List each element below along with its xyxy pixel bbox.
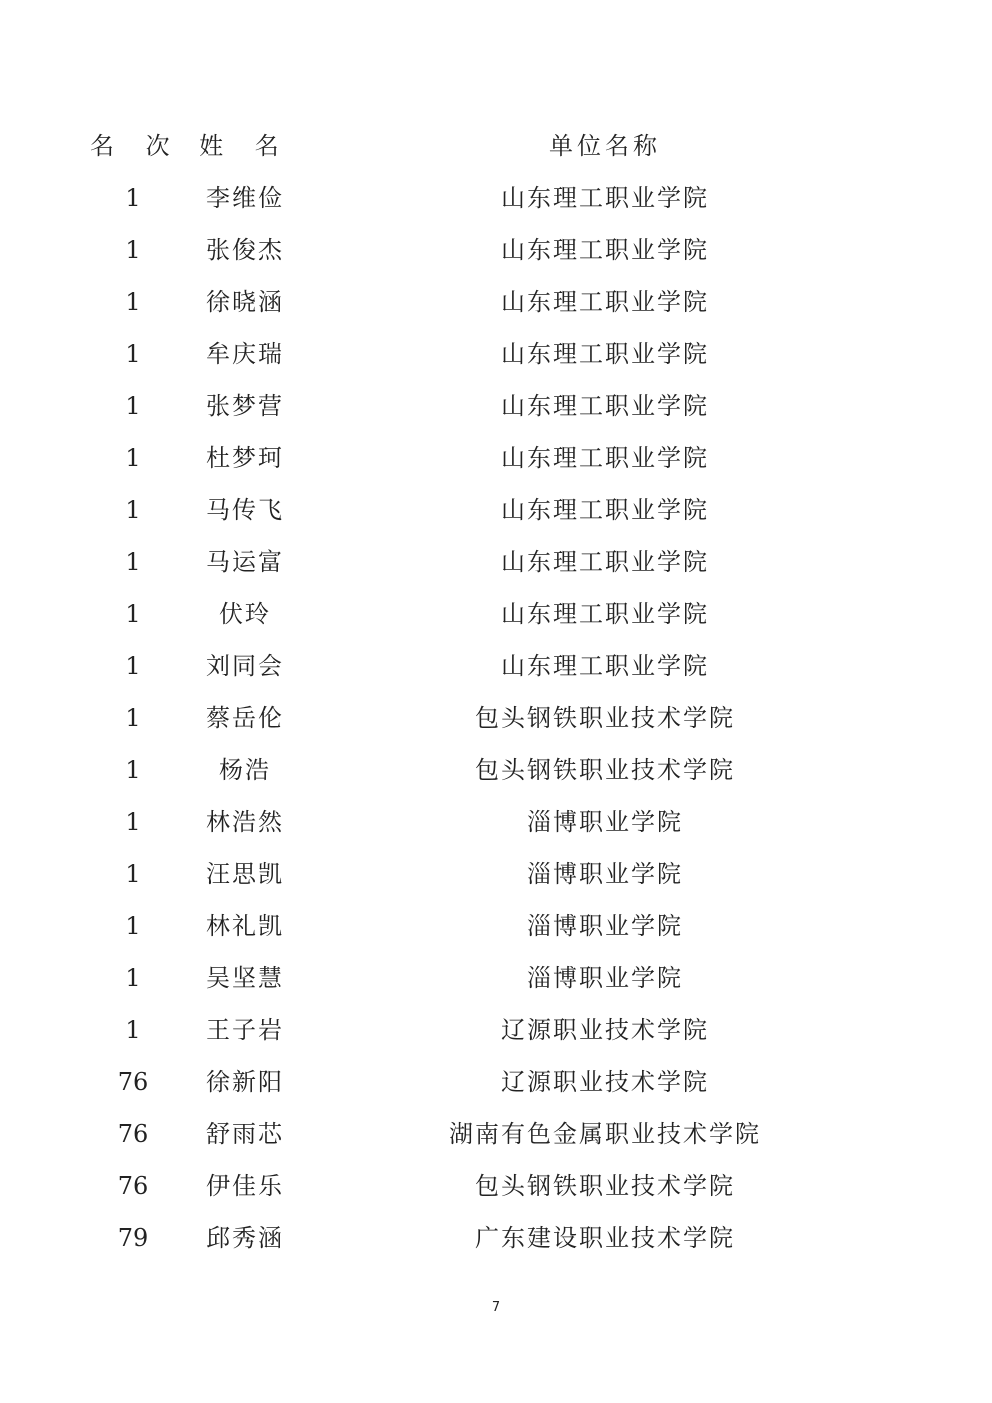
table-row [90, 1056, 810, 1108]
rank-cell: 1 [125, 340, 141, 368]
rank-cell: 1 [125, 236, 141, 264]
header-unit: 单位名称 [549, 132, 661, 160]
rank-cell: 76 [117, 1120, 149, 1148]
unit-cell: 淄博职业学院 [527, 964, 683, 992]
name-cell: 蔡岳伦 [206, 704, 284, 732]
unit-cell: 辽源职业技术学院 [501, 1016, 709, 1044]
name-cell: 刘同会 [206, 652, 284, 680]
table-row [90, 692, 810, 744]
table-row [90, 172, 810, 224]
page-number: 7 [491, 1300, 501, 1315]
name-cell: 林礼凯 [206, 912, 284, 940]
name-cell: 张梦营 [206, 392, 284, 420]
unit-cell: 山东理工职业学院 [501, 652, 709, 680]
unit-cell: 山东理工职业学院 [501, 184, 709, 212]
table-row [90, 640, 810, 692]
table-row [90, 744, 810, 796]
name-cell: 牟庆瑞 [206, 340, 284, 368]
header-rank: 名 次 [90, 132, 182, 160]
table-row [90, 900, 810, 952]
unit-cell: 山东理工职业学院 [501, 600, 709, 628]
header-name: 姓 名 [199, 132, 291, 160]
name-cell: 伏玲 [219, 600, 271, 628]
unit-cell: 包头钢铁职业技术学院 [475, 1172, 735, 1200]
name-cell: 张俊杰 [206, 236, 284, 264]
unit-cell: 包头钢铁职业技术学院 [475, 756, 735, 784]
table-header [90, 120, 810, 172]
rank-cell: 1 [125, 808, 141, 836]
name-cell: 马运富 [206, 548, 284, 576]
unit-cell: 湖南有色金属职业技术学院 [449, 1120, 761, 1148]
unit-cell: 山东理工职业学院 [501, 548, 709, 576]
name-cell: 邱秀涵 [206, 1224, 284, 1252]
table-row [90, 536, 810, 588]
table-row [90, 1004, 810, 1056]
unit-cell: 山东理工职业学院 [501, 392, 709, 420]
rank-cell: 79 [117, 1224, 149, 1252]
unit-cell: 山东理工职业学院 [501, 340, 709, 368]
table-row [90, 1108, 810, 1160]
rank-cell: 76 [117, 1068, 149, 1096]
name-cell: 马传飞 [206, 496, 284, 524]
rank-cell: 1 [125, 860, 141, 888]
table-row [90, 588, 810, 640]
rank-cell: 1 [125, 184, 141, 212]
unit-cell: 辽源职业技术学院 [501, 1068, 709, 1096]
rank-cell: 1 [125, 912, 141, 940]
name-cell: 徐晓涵 [206, 288, 284, 316]
table-row [90, 1212, 810, 1264]
table-row [90, 848, 810, 900]
name-cell: 杜梦珂 [206, 444, 284, 472]
rank-cell: 1 [125, 704, 141, 732]
table-row [90, 432, 810, 484]
table-row [90, 380, 810, 432]
name-cell: 徐新阳 [206, 1068, 284, 1096]
rank-cell: 76 [117, 1172, 149, 1200]
rank-cell: 1 [125, 1016, 141, 1044]
table-row [90, 484, 810, 536]
name-cell: 李维俭 [206, 184, 284, 212]
table-row [90, 328, 810, 380]
name-cell: 伊佳乐 [206, 1172, 284, 1200]
name-cell: 王子岩 [206, 1016, 284, 1044]
table-row [90, 952, 810, 1004]
table-row [90, 276, 810, 328]
rank-cell: 1 [125, 444, 141, 472]
name-cell: 林浩然 [206, 808, 284, 836]
table-row [90, 796, 810, 848]
table-row [90, 224, 810, 276]
unit-cell: 淄博职业学院 [527, 860, 683, 888]
rank-cell: 1 [125, 964, 141, 992]
name-cell: 汪思凯 [206, 860, 284, 888]
rank-cell: 1 [125, 496, 141, 524]
rank-cell: 1 [125, 548, 141, 576]
rank-cell: 1 [125, 392, 141, 420]
table-row [90, 1160, 810, 1212]
unit-cell: 广东建设职业技术学院 [475, 1224, 735, 1252]
unit-cell: 山东理工职业学院 [501, 288, 709, 316]
unit-cell: 山东理工职业学院 [501, 496, 709, 524]
unit-cell: 淄博职业学院 [527, 912, 683, 940]
name-cell: 杨浩 [219, 756, 271, 784]
rank-cell: 1 [125, 600, 141, 628]
ranking-table [90, 120, 810, 1264]
unit-cell: 山东理工职业学院 [501, 444, 709, 472]
name-cell: 舒雨芯 [206, 1120, 284, 1148]
name-cell: 吴坚慧 [206, 964, 284, 992]
rank-cell: 1 [125, 288, 141, 316]
rank-cell: 1 [125, 652, 141, 680]
unit-cell: 包头钢铁职业技术学院 [475, 704, 735, 732]
table-body [90, 172, 810, 1264]
unit-cell: 淄博职业学院 [527, 808, 683, 836]
unit-cell: 山东理工职业学院 [501, 236, 709, 264]
rank-cell: 1 [125, 756, 141, 784]
